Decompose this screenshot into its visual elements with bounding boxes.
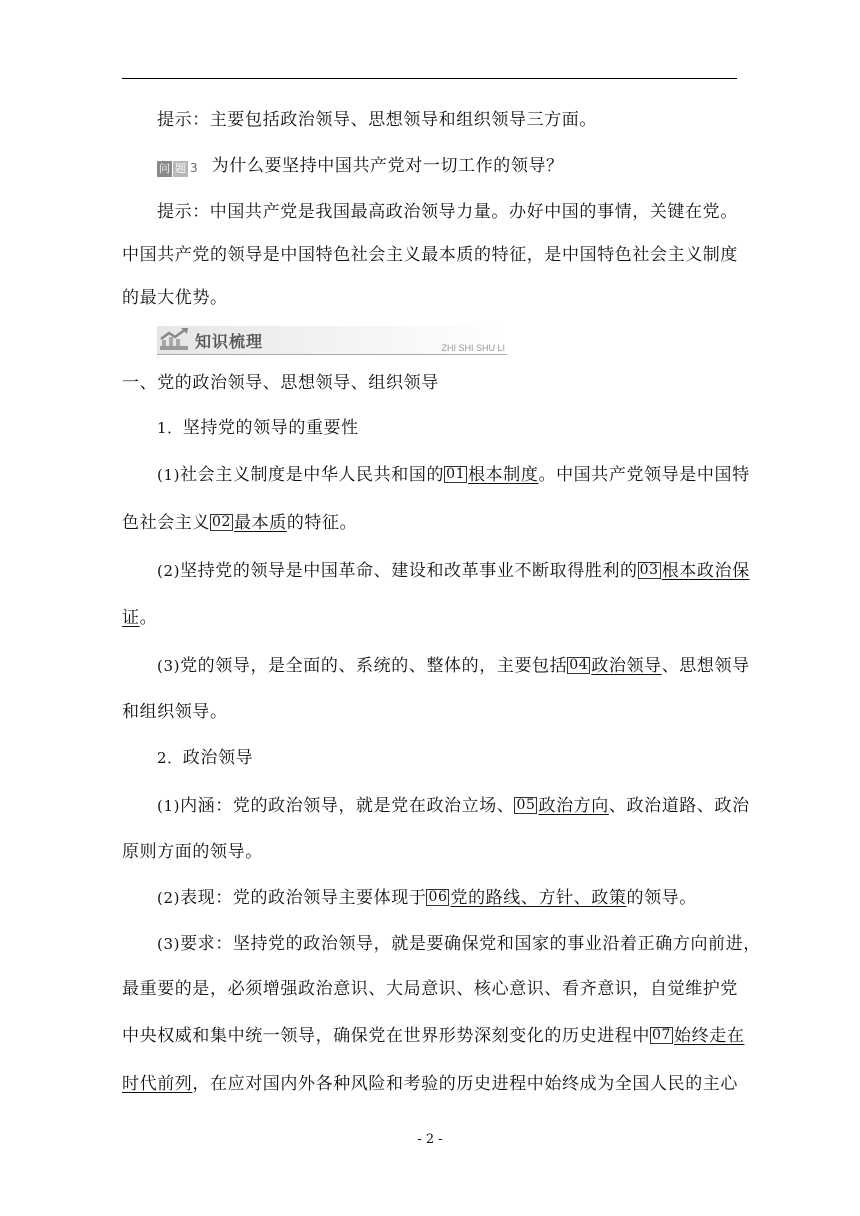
fill-blank-04: 04 政治领导	[569, 656, 662, 676]
question-3-text: 为什么要坚持中国共产党对一切工作的领导？	[211, 156, 564, 176]
paragraph-3-line-1: (3)党的领导，是全面的、系统的、整体的，主要包括 04 政治领导、思想领导	[157, 656, 750, 676]
hint-2-line-3: 的最大优势。	[122, 288, 228, 308]
hint-1: 提示：主要包括政治领导、思想领导和组织领导三方面。	[157, 110, 597, 130]
header-rule	[122, 78, 737, 79]
paragraph-4-line-2: 原则方面的领导。	[122, 842, 263, 862]
hint-2-line-2: 中国共产党的领导是中国特色社会主义最本质的特征，是中国特色社会主义制度	[122, 245, 738, 265]
heading-1: 一、党的政治领导、思想领导、组织领导	[122, 373, 439, 393]
paragraph-1-line-1: (1)社会主义制度是中华人民共和国的 01 根本制度。中国共产党领导是中国特	[157, 465, 750, 485]
paragraph-5: (2)表现：党的政治领导主要体现于 06 党的路线、方针、政策的领导。	[157, 888, 697, 908]
paragraph-2-line-1: (2)坚持党的领导是中国革命、建设和改革事业不断取得胜利的 03 根本政治保	[157, 561, 750, 581]
fill-blank-02: 02 最本质	[212, 513, 287, 533]
section-header	[157, 326, 507, 355]
fill-blank-01: 01 根本制度	[446, 465, 539, 485]
question-label-icon: 问 题 3	[159, 161, 198, 175]
page-number: - 2 -	[417, 1132, 443, 1147]
paragraph-6-line-1: (3)要求：坚持党的政治领导，就是要确保党和国家的事业沿着正确方向前进，	[157, 934, 761, 954]
paragraph-6-line-3: 中央权威和集中统一领导，确保党在世界形势深刻变化的历史进程中 07 始终走在	[122, 1026, 745, 1046]
paragraph-3-line-2: 和组织领导。	[122, 702, 228, 722]
section-title: 知识梳理	[195, 332, 264, 351]
paragraph-1-line-2: 色社会主义 02 最本质的特征。	[122, 513, 358, 533]
paragraph-4-line-1: (1)内涵：党的政治领导，就是党在政治立场、 05 政治方向、政治道路、政治	[157, 796, 750, 816]
trend-chart-icon	[159, 328, 189, 352]
paragraph-6-line-4: 时代前列，在应对国内外各种风险和考验的历史进程中始终成为全国人民的主心	[122, 1074, 739, 1094]
fill-blank-03: 03 根本政治保	[639, 561, 750, 581]
section-subtitle: ZHI SHI SHU LI	[441, 343, 505, 353]
fill-blank-07: 07 始终走在	[652, 1026, 745, 1046]
fill-blank-05: 05 政治方向	[516, 796, 609, 816]
question-3	[157, 154, 564, 178]
fill-blank-06: 06 党的路线、方针、政策	[428, 888, 627, 908]
heading-1-2: 2．政治领导	[157, 748, 254, 768]
paragraph-6-line-2: 最重要的是，必须增强政治意识、大局意识、核心意识、看齐意识，自觉维护党	[122, 979, 738, 999]
heading-1-1: 1．坚持党的领导的重要性	[157, 418, 359, 438]
hint-2-line-1: 提示：中国共产党是我国最高政治领导力量。办好中国的事情，关键在党。	[157, 202, 738, 222]
paragraph-2-line-2: 证。	[122, 608, 158, 628]
